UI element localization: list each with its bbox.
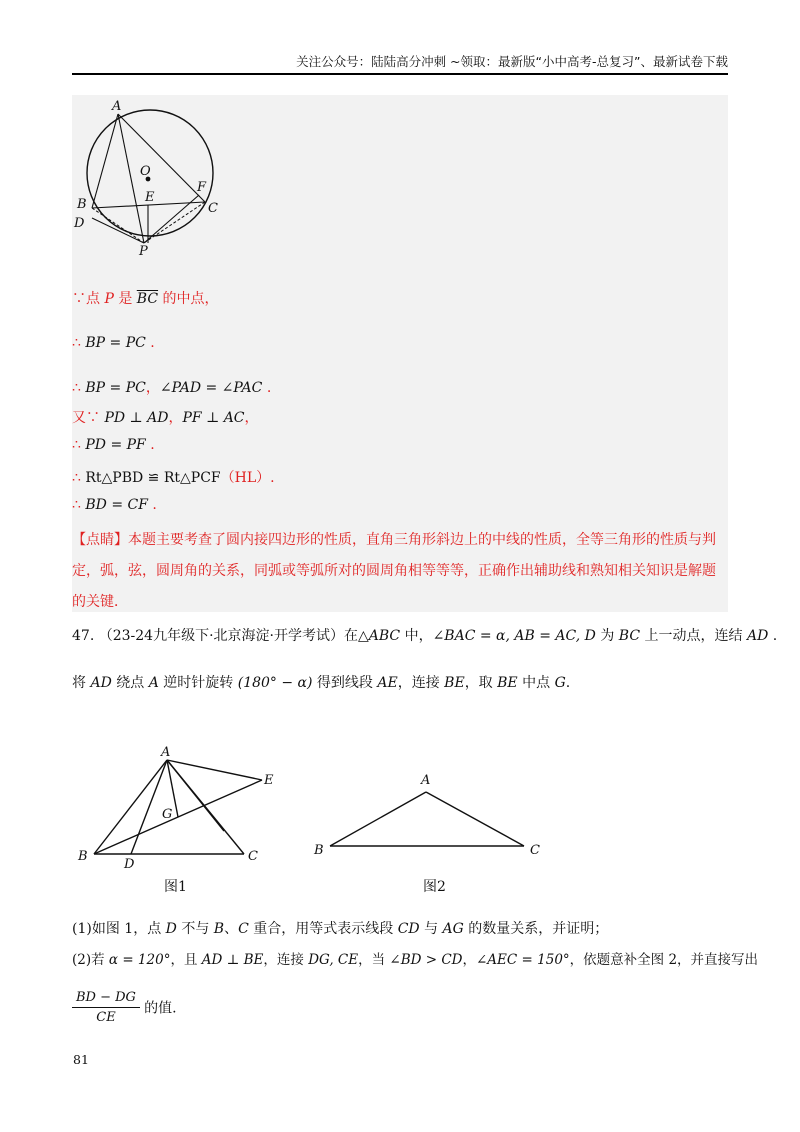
text: 又∵ (72, 410, 105, 426)
text: ， (168, 410, 183, 426)
question-line-2 (72, 672, 570, 692)
text: ∵点 (72, 291, 105, 307)
fraction-bar (72, 1007, 140, 1008)
text: 为 (595, 628, 619, 644)
solution-line-2 (72, 335, 155, 351)
text: ∴ (72, 380, 86, 396)
math: C (238, 921, 249, 937)
question-part-1 (72, 918, 608, 938)
math: AD (746, 628, 769, 644)
fraction-expression (72, 990, 177, 1025)
text: 是 (113, 291, 137, 307)
text: ∴ (72, 437, 86, 453)
note-line-2: 定，弧，弦，圆周角的关系，同弧或等弧所对的圆周角相等等等，正确作出辅助线和熟知相关知识是解题 (72, 563, 716, 579)
note-line-1: 【点睛】本题主要考查了圆内接四边形的性质，直角三角形斜边上的中线的性质，全等三角形的性质与判 (72, 532, 716, 548)
text: ，取 (464, 675, 498, 691)
fig1-label-C: C (248, 849, 258, 864)
math: (180° − α) (237, 675, 313, 691)
math: Rt△PBD ≌ Rt△PCF (85, 470, 221, 486)
fig1-label-A: A (161, 745, 171, 760)
text: 、 (224, 921, 239, 937)
label-C: C (208, 201, 218, 216)
text: 不与 (176, 921, 214, 937)
math: D (165, 921, 177, 937)
circle-figure (72, 95, 232, 265)
text: 得到线段 (312, 675, 378, 691)
text: ，依题意补全图 2，并直接写出 (569, 952, 759, 968)
text: ， (462, 952, 476, 968)
label-E: E (145, 190, 155, 205)
fig2-label-B: B (314, 843, 324, 858)
math: PD ⊥ AD (104, 410, 169, 426)
figure-1 (72, 742, 292, 872)
math: P (104, 291, 114, 307)
text: (1)如图 1，点 (72, 921, 166, 937)
math: ∠AEC = 150° (476, 952, 570, 968)
text: . (270, 470, 275, 486)
math: α = 120° (108, 952, 171, 968)
text: ∴ (72, 497, 86, 513)
math: AE (377, 675, 398, 691)
fraction-denominator: CE (96, 1010, 116, 1025)
arc-bc: $\overline{BC}$ (136, 291, 159, 307)
text: . (565, 675, 571, 691)
text: ， (244, 410, 259, 426)
math: BE (444, 675, 465, 691)
question-part-2 (72, 948, 758, 968)
text: . (145, 437, 155, 453)
math: BD = CF (85, 497, 148, 513)
fig1-label-G: G (162, 807, 173, 822)
label-B: B (77, 197, 87, 212)
text: 的中点， (158, 291, 219, 307)
label-P: P (139, 244, 148, 259)
text: . (145, 335, 155, 351)
text: . (768, 628, 778, 644)
solution-line-6 (72, 467, 275, 487)
fraction-numerator: BD − DG (76, 990, 136, 1005)
fig1-label-E: E (264, 773, 274, 788)
math: PF ⊥ AC (182, 410, 245, 426)
math: BP = PC (85, 380, 146, 396)
fig2-label-A: A (421, 773, 431, 788)
math: DG, CE (308, 952, 359, 968)
question-line-1 (72, 625, 777, 645)
math: G (554, 675, 566, 691)
label-F: F (197, 180, 207, 195)
solution-line-5 (72, 437, 155, 453)
math: ∠PAD = ∠PAC (159, 380, 263, 396)
text: ，连接 (397, 675, 445, 691)
fig1-label-B: B (78, 849, 88, 864)
text: 逆时针旋转 (158, 675, 238, 691)
fraction (72, 990, 140, 1025)
text: . (262, 380, 272, 396)
math: ∠BAC = α, AB = AC, D (432, 628, 596, 644)
fig2-label-C: C (530, 843, 540, 858)
fig1-label-D: D (124, 857, 135, 872)
text: 重合，用等式表示线段 (248, 921, 398, 937)
math: A (148, 675, 159, 691)
text: (2)若 (72, 952, 109, 968)
solution-line-3 (72, 377, 271, 397)
page-header: 关注公众号：陆陆高分冲刺 ~领取：最新版“小中高考-总复习”、最新试卷下载 (296, 54, 728, 69)
math: AD (90, 675, 112, 691)
solution-line-1 (72, 288, 219, 308)
label-A: A (112, 99, 122, 114)
figure-2 (306, 762, 556, 862)
text: 与 (419, 921, 443, 937)
text: ， (145, 380, 160, 396)
math: ∠BD > CD (389, 952, 463, 968)
text: 的数量关系，并证明； (463, 921, 609, 937)
math: BP = PC (85, 335, 146, 351)
text: ∴ (72, 335, 86, 351)
math: AG (442, 921, 464, 937)
text: 将 (72, 675, 91, 691)
text: （HL） (220, 470, 271, 486)
text: 中， (400, 628, 433, 644)
header-divider (72, 73, 728, 75)
label-D: D (74, 216, 85, 231)
text: 中点 (517, 675, 555, 691)
text: 上一动点，连结 (640, 628, 747, 644)
solution-line-7 (72, 497, 157, 513)
math: BC (618, 628, 641, 644)
math: CD (397, 921, 420, 937)
text: ，当 (358, 952, 390, 968)
page-number: 81 (73, 1052, 89, 1067)
math: △ABC (357, 628, 401, 644)
label-O: O (140, 164, 151, 179)
math: B (213, 921, 225, 937)
text: 47. （23-24九年级下·北京海淀·开学考试）在 (72, 628, 358, 644)
figure-2-caption: 图2 (423, 879, 446, 895)
text: ，连接 (263, 952, 309, 968)
figure-1-caption: 图1 (164, 879, 187, 895)
text: . (147, 497, 157, 513)
fraction-suffix: 的值. (144, 1000, 177, 1017)
math: BE (497, 675, 518, 691)
text: ∴ (72, 470, 86, 486)
text: 绕点 (111, 675, 149, 691)
solution-line-4 (72, 407, 259, 427)
text: ，且 (170, 952, 202, 968)
math: PD = PF (85, 437, 146, 453)
math: AD ⊥ BE (201, 952, 264, 968)
note-line-3: 的关键． (72, 594, 128, 610)
